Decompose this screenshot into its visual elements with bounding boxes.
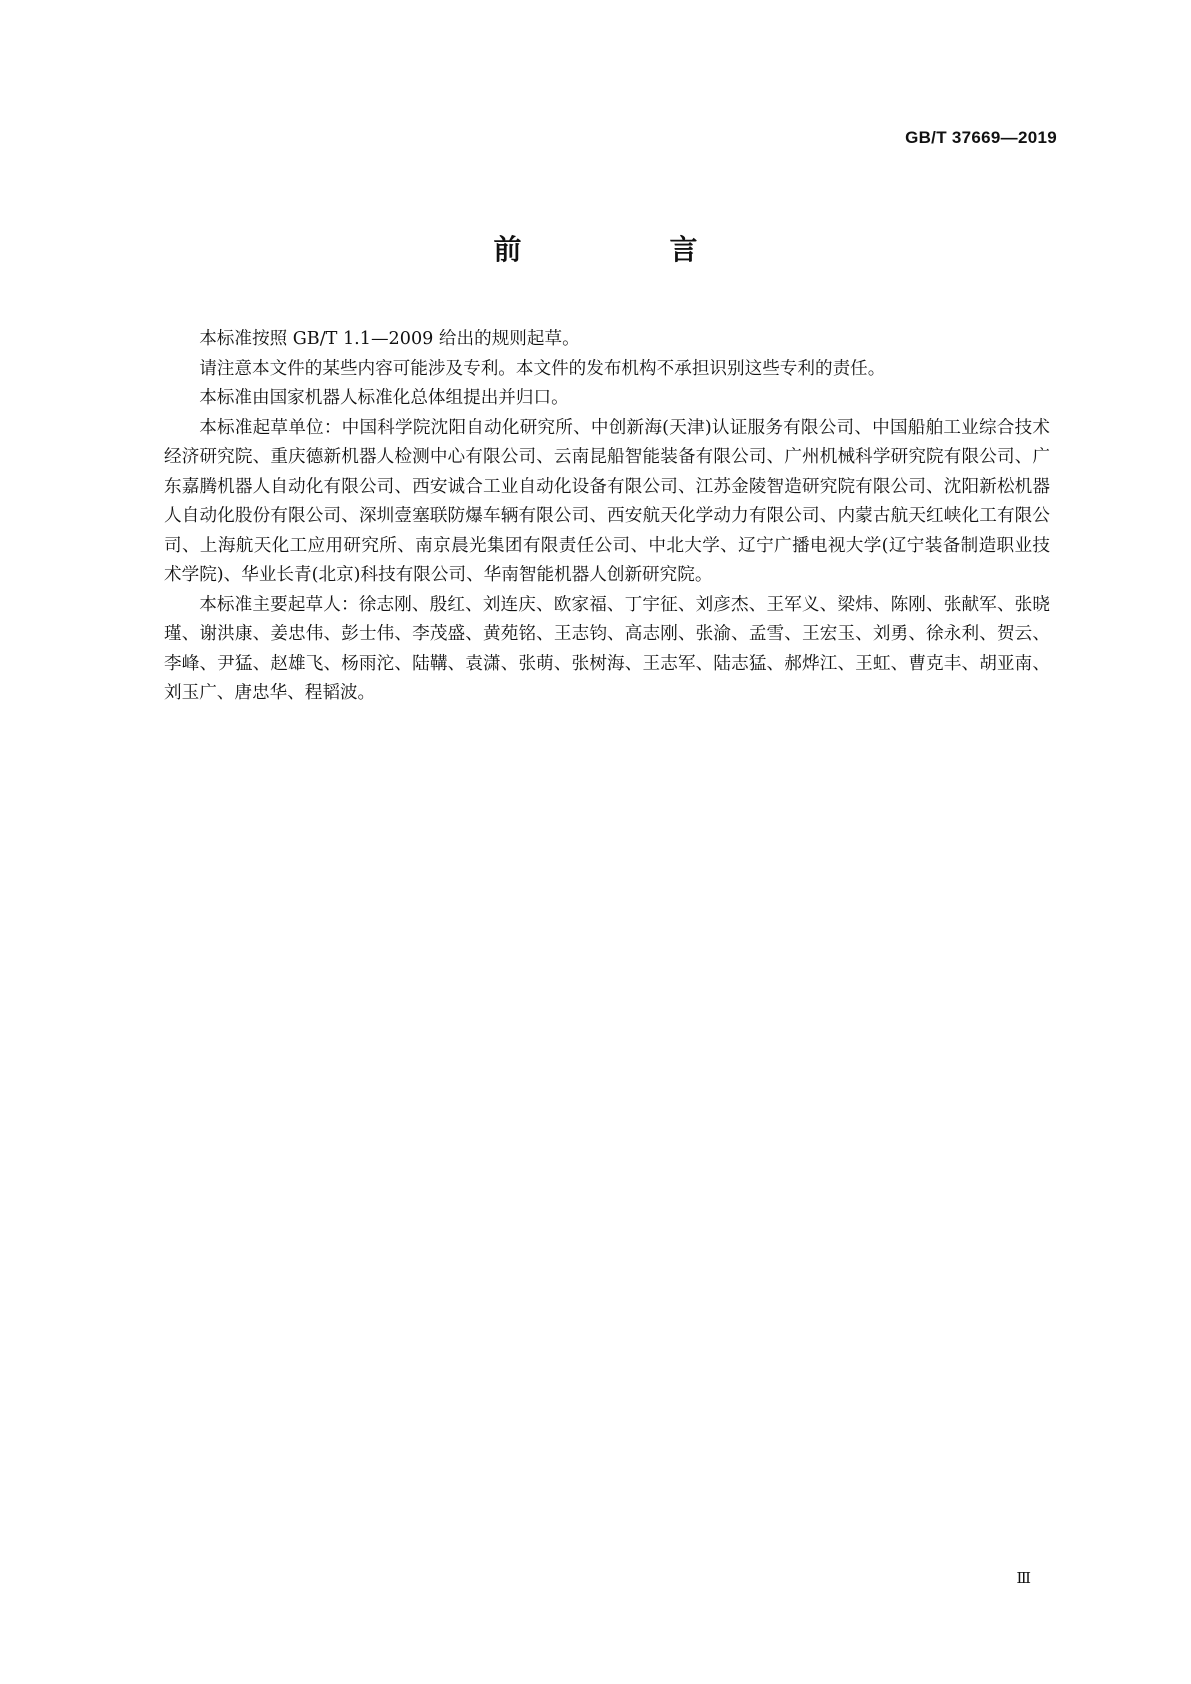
- paragraph-proposed-by: 本标准由国家机器人标准化总体组提出并归口。: [199, 388, 569, 408]
- foreword-body: [164, 325, 1050, 709]
- page-number: Ⅲ: [1016, 1569, 1031, 1587]
- paragraph-drafting-units: 本标准起草单位：中国科学院沈阳自动化研究所、中创新海(天津)认证服务有限公司、中国船舶工业综合技术经济研究院、重庆德新机器人检测中心有限公司、云南昆船智能装备有限公司、广州机械科学研究院有限公司、广东嘉腾机器人自动化有限公司、西安诚合工业自动化设备有限公司、江苏金陵智造研究院有限公司、沈阳新松机器人自动化股份有限公司、深圳壹塞联防爆车辆有限公司、西安航天化学动力有限公司、内蒙古航天红峡化工有限公司、上海航天化工应用研究所、南京晨光集团有限责任公司、中北大学、辽宁广播电视大学(辽宁装备制造职业技术学院)、华业长青(北京)科技有限公司、华南智能机器人创新研究院。: [164, 417, 1050, 585]
- paragraph-patent-notice: 请注意本文件的某些内容可能涉及专利。本文件的发布机构不承担识别这些专利的责任。: [199, 358, 886, 379]
- paragraph-main-drafters: 本标准主要起草人：徐志刚、殷红、刘连庆、欧家福、丁宇征、刘彦杰、王军义、梁炜、陈刚、张献军、张晓瑾、谢洪康、姜忠伟、彭士伟、李茂盛、黄苑铭、王志钧、高志刚、张渝、孟雪、王宏玉、刘勇、徐永利、贺云、李峰、尹猛、赵雄飞、杨雨沱、陆鞲、袁潇、张萌、张树海、王志军、陆志猛、郝烨江、王虹、曹克丰、胡亚南、刘玉广、唐忠华、程韬波。: [164, 594, 1050, 703]
- standard-code: GB/T 37669—2019: [905, 128, 1057, 147]
- paragraph-drafting-rules: 本标准按照 GB/T 1.1—2009 给出的规则起草。: [199, 329, 580, 349]
- page-title: 前 言: [493, 233, 758, 266]
